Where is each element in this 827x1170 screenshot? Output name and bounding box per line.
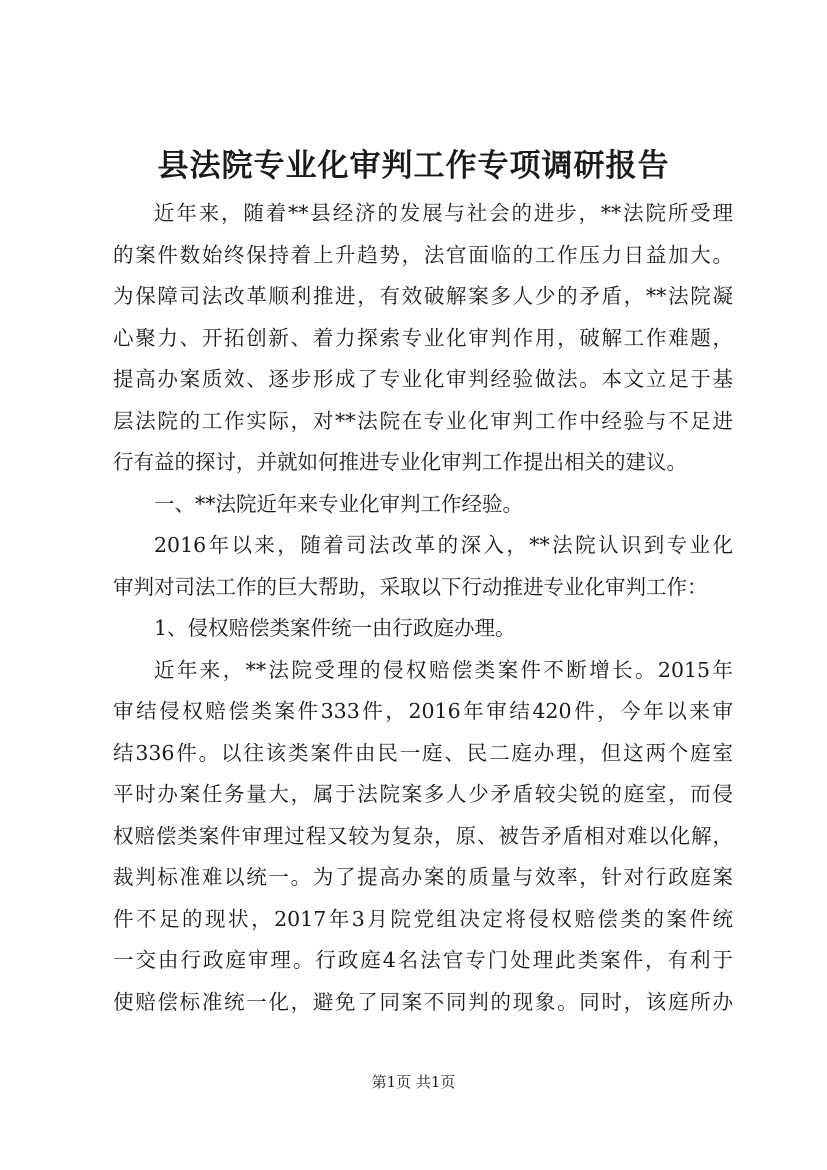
paragraph-line: 近年来，**法院受理的侵权赔偿类案件不断增长。2015年: [154, 657, 733, 682]
paragraph-line: 一交由行政庭审理。行政庭4名法官专门处理此类案件，有利于: [113, 948, 733, 972]
paragraph-line: 2016年以来，随着司法改革的深入，**法院认识到专业化: [154, 533, 733, 557]
document-body: [113, 193, 733, 1023]
paragraph-line: 裁判标准难以统一。为了提高办案的质量与效率，针对行政庭案: [113, 865, 733, 889]
paragraph-line: 件不足的现状，2017年3月院党组决定将侵权赔偿类的案件统: [113, 906, 733, 931]
document-title: 县法院专业化审判工作专项调研报告: [157, 148, 670, 184]
paragraph-line: 行有益的探讨，并就如何推进专业化审判工作提出相关的建议。: [113, 450, 687, 474]
section-heading: 一、**法院近年来专业化审判工作经验。: [154, 491, 523, 516]
paragraph-line: 结336件。以往该类案件由民一庭、民二庭办理，但这两个庭室: [113, 740, 733, 765]
paragraph-line: 心聚力、开拓创新、着力探索专业化审判作用，破解工作难题，: [113, 325, 733, 350]
paragraph-line: 层法院的工作实际，对**法院在专业化审判工作中经验与不足进: [113, 408, 733, 433]
paragraph-line: 的案件数始终保持着上升趋势，法官面临的工作压力日益加大。: [113, 242, 733, 267]
paragraph-line: 审结侵权赔偿类案件333件，2016年审结420件，今年以来审: [113, 699, 733, 723]
paragraph-line: 平时办案任务量大，属于法院案多人少矛盾较尖锐的庭室，而侵: [113, 782, 733, 806]
paragraph-line: 使赔偿标准统一化，避免了同案不同判的现象。同时，该庭所办: [113, 989, 733, 1014]
subsection-heading: 1、侵权赔偿类案件统一由行政庭办理。: [154, 616, 516, 640]
paragraph-line: 近年来，随着**县经济的发展与社会的进步，**法院所受理: [154, 201, 733, 225]
paragraph-line: 为保障司法改革顺利推进，有效破解案多人少的矛盾，**法院凝: [113, 284, 733, 308]
paragraph-line: 审判对司法工作的巨大帮助，采取以下行动推进专业化审判工作：: [113, 574, 708, 599]
paragraph-line: 权赔偿类案件审理过程又较为复杂，原、被告矛盾相对难以化解，: [113, 823, 733, 848]
page-number-footer: 第1页 共1页: [371, 1073, 456, 1091]
paragraph-line: 提高办案质效、逐步形成了专业化审判经验做法。本文立足于基: [113, 367, 733, 391]
